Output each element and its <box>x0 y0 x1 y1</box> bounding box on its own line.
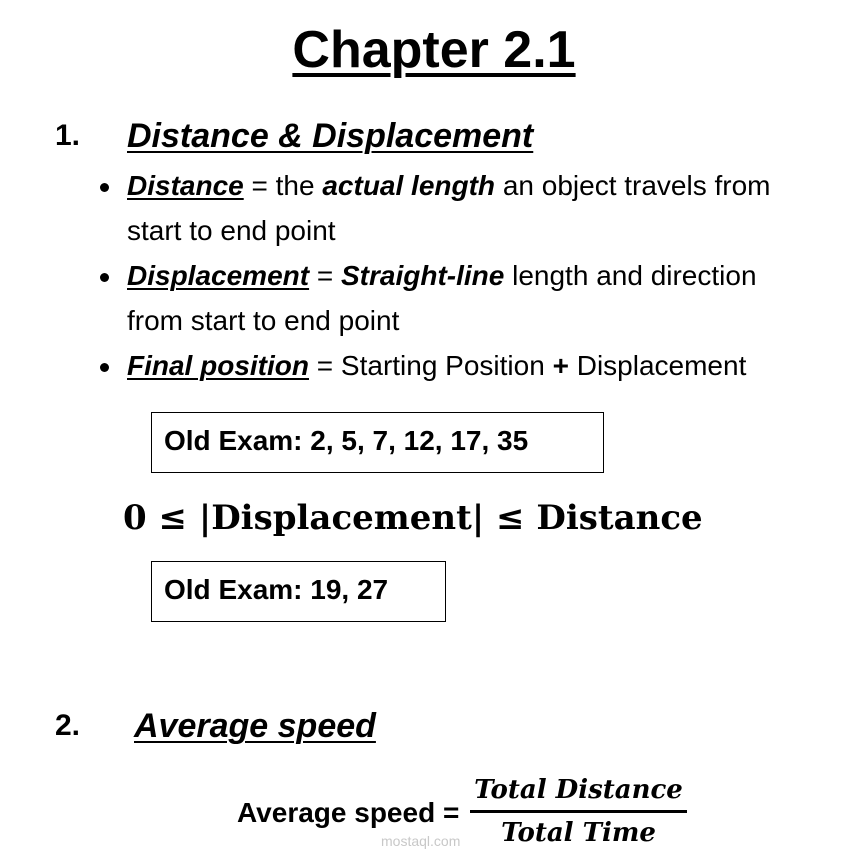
bullet-text: = Starting Position <box>309 350 553 381</box>
old-exam-box-1: Old Exam: 2, 5, 7, 12, 17, 35 <box>151 412 604 473</box>
term-displacement: Displacement <box>127 260 310 291</box>
plus-sign: + <box>552 350 569 381</box>
term-final-position: Final position <box>127 350 309 381</box>
old-exam-box-2: Old Exam: 19, 27 <box>151 561 446 622</box>
section-1-heading: Distance & Displacement <box>127 117 534 155</box>
watermark-text: mostaql.com <box>381 833 461 849</box>
section-2-heading: Average speed <box>134 707 376 745</box>
bullet-displacement-line2: from start to end point <box>127 305 400 336</box>
bullet-displacement-line1 <box>127 259 757 293</box>
section-2-number: 2. <box>55 709 81 742</box>
emphasis-straight-line: Straight-line <box>341 260 505 291</box>
bullet-distance-line1 <box>127 169 771 203</box>
bullet-text: = <box>309 260 341 291</box>
bullet-icon <box>100 183 109 192</box>
bullet-final-position-line1 <box>127 349 746 383</box>
section-1-number: 1. <box>55 119 81 152</box>
fraction-numerator: Total Distance <box>474 775 683 805</box>
bullet-text: an object travels from <box>495 170 771 201</box>
bullet-icon <box>100 363 109 372</box>
bullet-icon <box>100 273 109 282</box>
average-speed-label: Average speed = <box>237 797 460 828</box>
bullet-text: length and direction <box>504 260 757 291</box>
bullet-text: Displacement <box>568 350 747 381</box>
term-distance: Distance <box>127 170 244 201</box>
fraction-bar <box>470 810 687 813</box>
page-title: Chapter 2.1 <box>292 21 576 79</box>
bullet-distance-line2: start to end point <box>127 215 336 246</box>
bullet-text: = the <box>243 170 323 201</box>
emphasis-actual-length: actual length <box>322 170 496 201</box>
displacement-inequality: 0 ≤ |Displacement| ≤ Distance <box>123 498 703 538</box>
fraction-denominator: Total Time <box>501 818 656 848</box>
